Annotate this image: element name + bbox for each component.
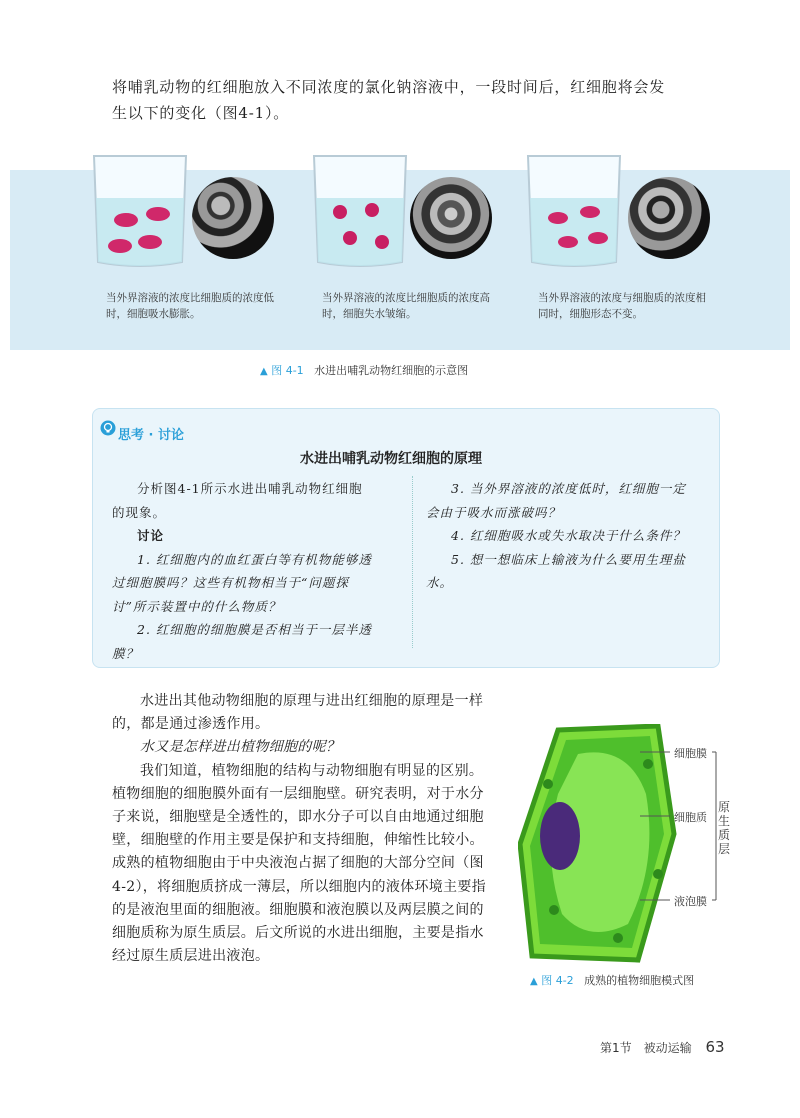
discussion-heading: 讨论 (137, 528, 165, 543)
figure1-number: 图 4-1 (271, 364, 304, 377)
discussion-right-column (426, 477, 686, 595)
page-footer (600, 1038, 725, 1056)
section-title: 第1节 被动运输 (600, 1041, 692, 1055)
figure1-caption (260, 362, 468, 378)
paragraph-2: 水又是怎样进出植物细胞的呢？ (140, 739, 341, 756)
beaker-isotonic (520, 150, 628, 270)
page-number: 63 (705, 1038, 725, 1056)
triangle-icon: ▲ (260, 366, 268, 377)
rbc-micrograph-shrunken (410, 177, 492, 259)
discussion-header: 思考 · 讨论 (118, 428, 184, 443)
beaker-hypotonic (86, 150, 194, 270)
intro-paragraph: 将哺乳动物的红细胞放入不同浓度的氯化钠溶液中，一段时间后，红细胞将会发生以下的变化（图4-1）。 (112, 78, 666, 122)
question-1: 1. 红细胞内的血红蛋白等有机物能够透过细胞膜吗？这些有机物相当于“问题探讨”所示装置中的什么物质？ (112, 551, 372, 614)
discussion-title: 水进出哺乳动物红细胞的原理 (300, 451, 482, 467)
discussion-intro: 分析图4-1所示水进出哺乳动物红细胞的现象。 (112, 481, 363, 520)
figure2-caption (530, 972, 694, 988)
cell-label-leaders (640, 740, 720, 910)
figure2-title: 成熟的植物细胞模式图 (584, 974, 695, 987)
rbc-micrograph-swollen (192, 177, 274, 259)
label-cytoplasm: 细胞质 (674, 811, 707, 824)
triangle-icon: ▲ (530, 976, 538, 987)
lightbulb-icon (100, 420, 116, 436)
paragraph-3: 我们知道，植物细胞的结构与动物细胞有明显的区别。植物细胞的细胞膜外面有一层细胞壁。研究表明，对于水分子来说，细胞壁是全透性的，即水分子可以自由地通过细胞壁，细胞壁的作用主要是保护和支持细胞，伸缩性比较小。成熟的植物细胞由于中央液泡占据了细胞的大部分空间（图4-2），将细胞质挤成一薄层，所以细胞内的液体环境主要指的是液泡里面的细胞液。细胞膜和液泡膜以及两层膜之间的细胞质称为原生质层。后文所说的水进出细胞，主要是指水经过原生质层进出液泡。 (112, 762, 486, 965)
caption-hypertonic: 当外界溶液的浓度比细胞质的浓度高时，细胞失水皱缩。 (322, 292, 490, 320)
caption-isotonic: 当外界溶液的浓度与细胞质的浓度相同时，细胞形态不变。 (538, 292, 706, 320)
question-4: 4. 红细胞吸水或失水取决于什么条件？ (451, 528, 686, 543)
question-3: 3. 当外界溶液的浓度低时，红细胞一定会由于吸水而涨破吗？ (426, 481, 686, 520)
protoplast-layer-label: 原生质层 (718, 800, 731, 856)
label-cell-membrane: 细胞膜 (674, 747, 707, 760)
figure1-title: 水进出哺乳动物红细胞的示意图 (314, 364, 469, 377)
caption-hypotonic: 当外界溶液的浓度比细胞质的浓度低时，细胞吸水膨胀。 (106, 292, 274, 320)
figure2-number: 图 4-2 (541, 974, 574, 987)
label-vacuole-membrane: 液泡膜 (674, 895, 707, 908)
paragraph-1: 水进出其他动物细胞的原理与进出红细胞的原理是一样的，都是通过渗透作用。 (112, 693, 484, 733)
main-text (112, 690, 496, 968)
question-5: 5. 想一想临床上输液为什么要用生理盐水。 (426, 551, 686, 590)
discussion-left-column (112, 477, 372, 665)
beaker-hypertonic (306, 150, 414, 270)
rbc-micrograph-normal (628, 177, 710, 259)
question-2: 2. 红细胞的细胞膜是否相当于一层半透膜？ (112, 622, 372, 661)
column-divider (412, 476, 413, 648)
